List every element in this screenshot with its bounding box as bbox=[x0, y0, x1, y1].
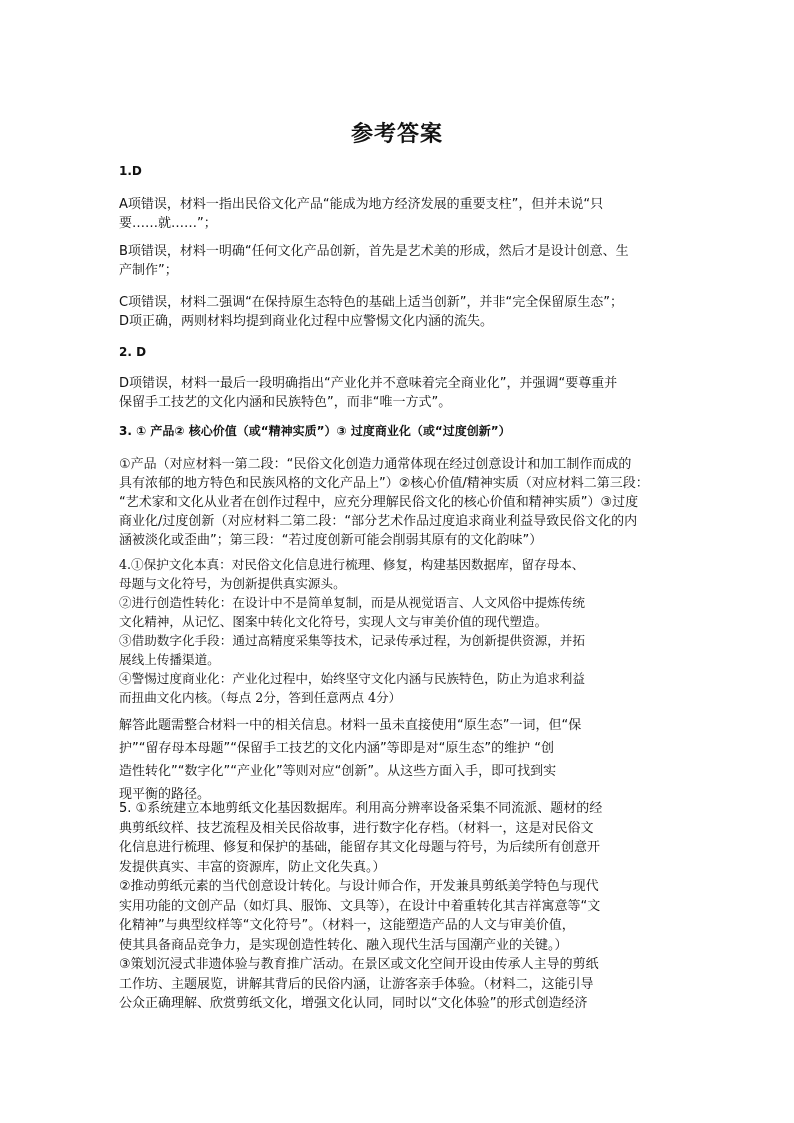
analysis-paragraph: 解答此题需整合材料一中的相关信息。材料一虽未直接使用“原生态”一词，但“保 护”“留存母本母题”“保留手工技艺的文化内涵”等即是对“原生态”的维护 “创 造性转化”“数字化”“产业化”等则对应“创新”。从这些方面入手，即可找到实 现平衡的路径。 bbox=[119, 718, 582, 802]
q4-answer: 4.①保护文化本真：对民俗文化信息进行梳理、修复，构建基因数据库，留存母本、 母题与文化符号，为创新提供真实源头。 ②进行创造性转化：在设计中不是简单复制，而是从视觉语言、人文风俗中提炼传统 文化精神，从记忆、图案中转化文化符号，实现人文与审美价值的现代塑造。 ③借助数字化手段：通过高精度采集等技术，记录传承过程，为创新提供资源，并拓 展线上传播渠道。 ④警惕过度商业化：产业化过程中，始终坚守文化内涵与民族特色，防止为追求利益 而扭曲文化内核。（每点 2分，答到任意两点 4分） bbox=[119, 557, 585, 705]
q1-number: 1.D bbox=[119, 164, 142, 178]
q5-answer: 5. ①系统建立本地剪纸文化基因数据库。利用高分辨率设备采集不同流派、题材的经 典剪纸纹样、技艺流程及相关民俗故事，进行数字化存档。（材料一，这是对民俗文 化信息进行梳理、修复和保护的基础，能留存其文化母题与符号，为后续所有创意开 发提供真实、丰富的资源库，防止文化失真。） ②推动剪纸元素的当代创意设计转化。与设计师合作，开发兼具剪纸美学特色与现代 实用功能的文创产品（如灯具、服饰、文具等），在设计中着重转化其吉祥寓意等“文 化精神”与典型纹样等“文化符号”。（材料一，这能塑造产品的人文与审美价值， 使其具备商品竞争力，是实现创造性转化、融入现代生活与国潮产业的关键。） ③策划沉浸式非遗体验与教育推广活动。在景区或文化空间开设由传承人主导的剪纸 工作坊、主题展览，讲解其背后的民俗内涵，让游客亲手体验。（材料二，这能引导 公众正确理解、欣赏剪纸文化，增强文化认同，同时以“文化体验”的形式创造经济 bbox=[119, 801, 603, 1011]
q1-option-b: B项错误，材料一明确“任何文化产品创新，首先是艺术美的形成，然后才是设计创意、生 产制作”； bbox=[119, 244, 629, 278]
q1-option-a: A项错误，材料一指出民俗文化产品“能成为地方经济发展的重要支柱”，但并未说“只 要……就……”； bbox=[119, 197, 604, 231]
q1-option-cd: C项错误，材料二强调“在保持原生态特色的基础上适当创新”，并非“完全保留原生态”； D项正确，两则材料均提到商业化过程中应警惕文化内涵的流失。 bbox=[119, 295, 624, 329]
q3-answer: 3. ① 产品② 核心价值（或“精神实质”）③ 过度商业化（或“过度创新”） bbox=[119, 424, 511, 438]
q3-explanation: ①产品（对应材料一第二段：“民俗文化创造力通常体现在经过创意设计和加工制作而成的 具有浓郁的地方特色和民族风格的文化产品上”）②核心价值/精神实质（对应材料二第三段： “艺术家和文化从业者在创作过程中，应充分理解民俗文化的核心价值和精神实质”）③过度 商业化/过度创新（对应材料二第二段：“部分艺术作品过度追求商业利益导致民俗文化的内 涵被淡化或歪曲”；第三段：“若过度创新可能会削弱其原有的文化韵味”） bbox=[119, 457, 649, 548]
q2-explanation: D项错误，材料一最后一段明确指出“产业化并不意味着完全商业化”，并强调“要尊重并 保留手工技艺的文化内涵和民族特色”，而非“唯一方式”。 bbox=[119, 376, 618, 410]
q2-number: 2. D bbox=[119, 345, 147, 359]
page-title: 参考答案 bbox=[350, 121, 443, 147]
